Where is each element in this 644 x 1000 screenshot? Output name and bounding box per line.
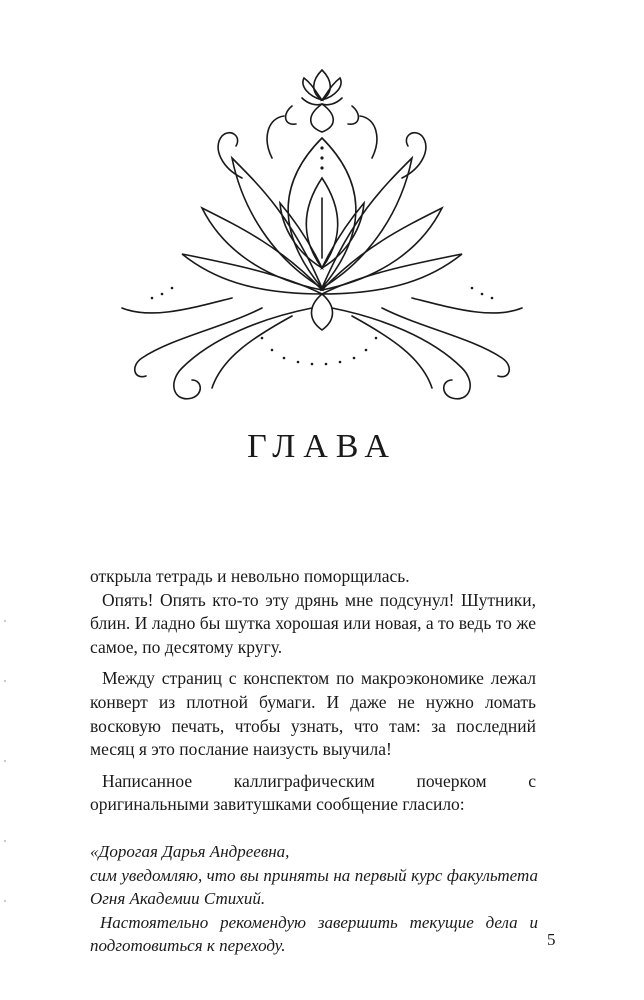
letter-quote <box>90 840 538 958</box>
chapter-title: ГЛАВА <box>247 428 397 465</box>
lotus-ornament-icon <box>112 58 532 408</box>
paragraph: Написанное каллиграфическим почерком с оригинальными завитушками сообщение гласило: <box>90 770 536 815</box>
paragraph: Между страниц с конспектом по макроэкономике лежал конверт из плотной бумаги. И даже не нужно ломать восковую печать, чтобы узнать, что там: за последний месяц я это послание наизусть выучила! <box>90 668 536 760</box>
letter-line: «Дорогая Дарья Андреевна, <box>90 842 290 861</box>
letter-line: сим уведомляю, что вы приняты на первый курс факультета Огня Академии Стихий. <box>90 865 538 908</box>
paragraph: открыла тетрадь и невольно поморщилась. <box>90 566 410 586</box>
body-text <box>90 565 536 817</box>
letter-line: Настоятельно рекомендую завершить текущие дела и подготовиться к переходу. <box>90 912 538 955</box>
page-number: 5 <box>547 930 556 949</box>
paragraph: Опять! Опять кто-то эту дрянь мне подсунул! Шутники, блин. И ладно бы шутка хорошая или новая, а то ведь то же самое, по десятому кругу. <box>90 589 536 657</box>
